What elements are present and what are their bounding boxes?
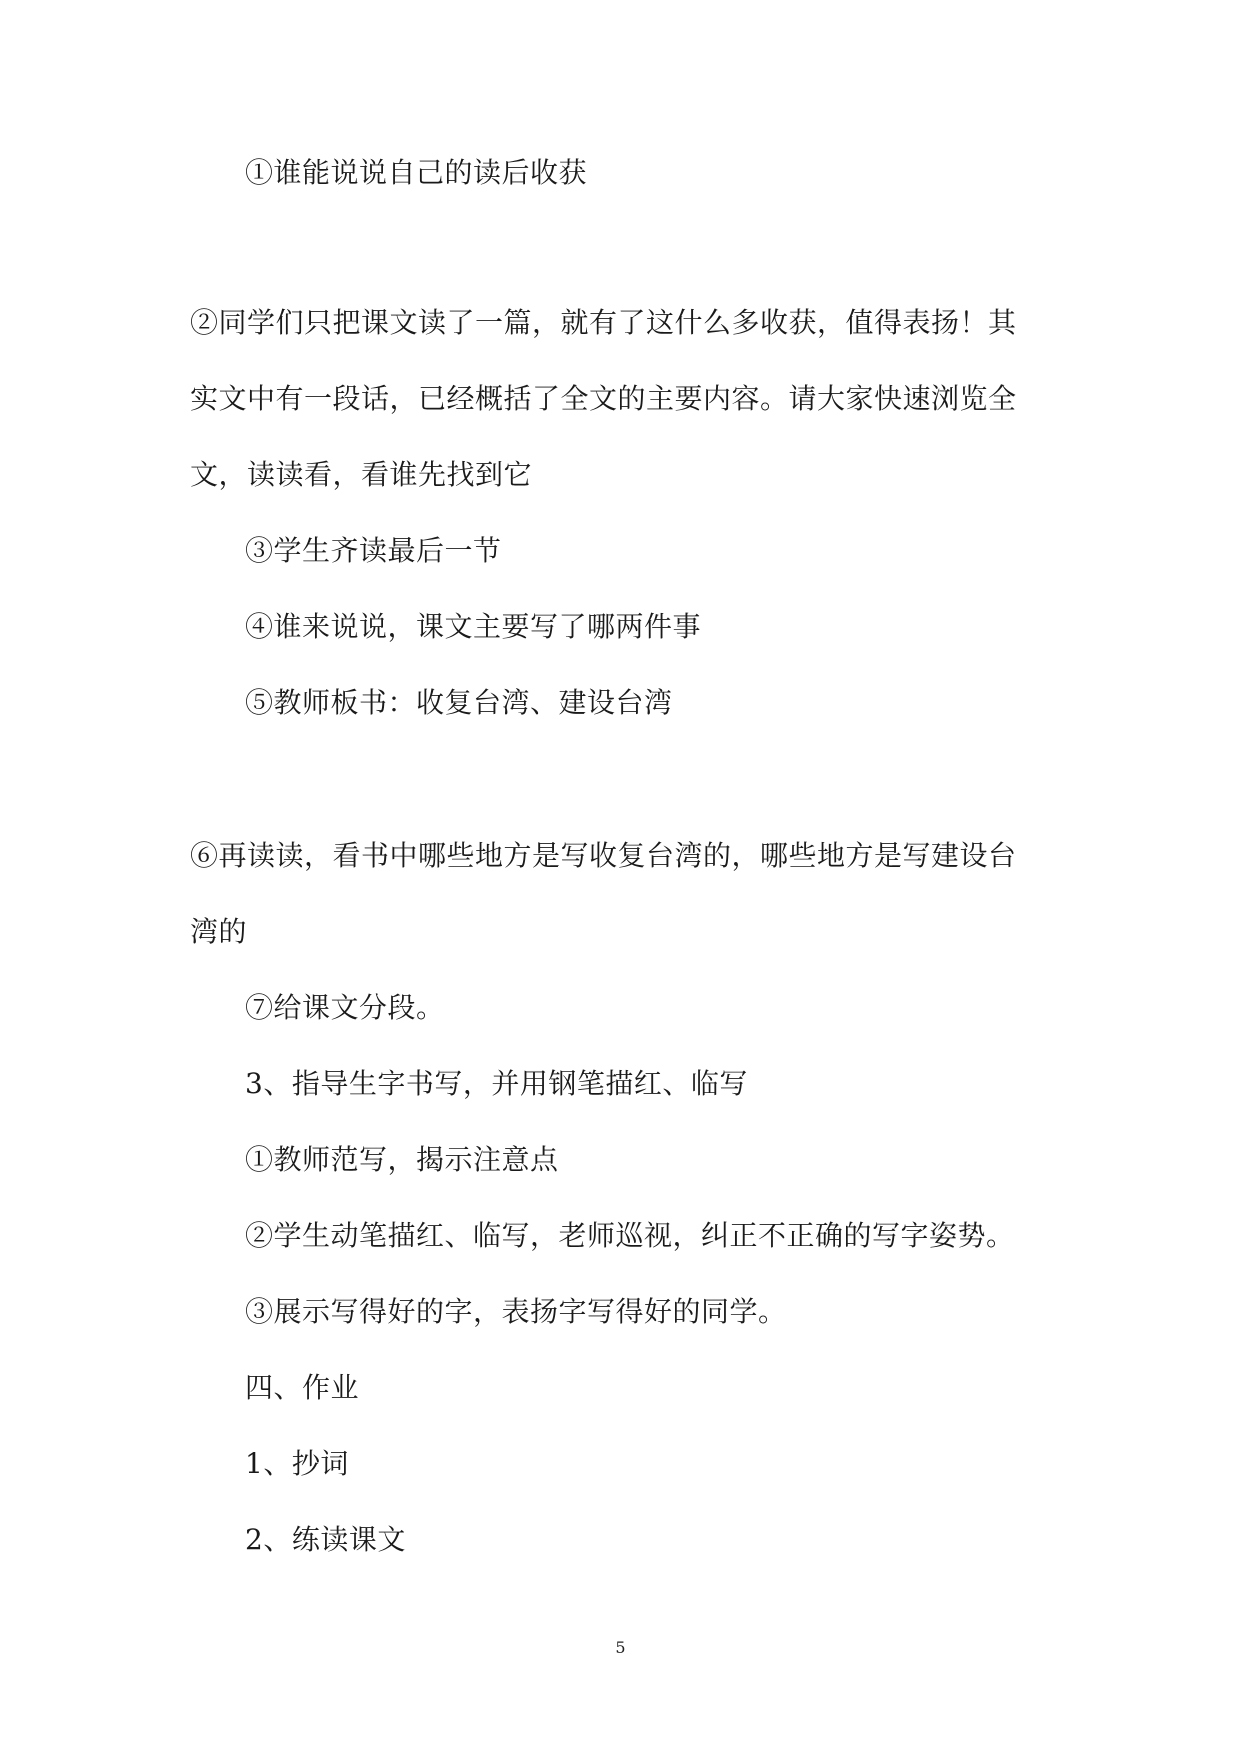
text-line: ②学生动笔描红、临写，老师巡视，纠正不正确的写字姿势。 [245, 1219, 1015, 1252]
page-number: 5 [615, 1638, 626, 1657]
text-line: ①教师范写，揭示注意点 [245, 1143, 559, 1176]
text-line: ③展示写得好的字，表扬字写得好的同学。 [245, 1295, 787, 1328]
text-line: 湾的 [190, 915, 248, 948]
text-line: ④谁来说说，课文主要写了哪两件事 [245, 610, 702, 643]
text-line: 实文中有一段话，已经概括了全文的主要内容。请大家快速浏览全 [190, 382, 1017, 415]
text-line: 四、作业 [245, 1371, 360, 1404]
text-line: ⑤教师板书：收复台湾、建设台湾 [245, 686, 673, 719]
text-line: ①谁能说说自己的读后收获 [245, 156, 588, 189]
text-line: ③学生齐读最后一节 [245, 534, 502, 567]
text-line: 文，读读看，看谁先找到它 [190, 458, 533, 491]
text-line: 2、练读课文 [245, 1523, 406, 1556]
text-line: ②同学们只把课文读了一篇，就有了这什么多收获，值得表扬！其 [190, 306, 1017, 339]
text-line: 3、指导生字书写，并用钢笔描红、临写 [245, 1067, 748, 1100]
text-line: 1、抄词 [245, 1447, 349, 1480]
text-line: ⑥再读读，看书中哪些地方是写收复台湾的，哪些地方是写建设台 [190, 839, 1017, 872]
text-line: ⑦给课文分段。 [245, 991, 445, 1024]
